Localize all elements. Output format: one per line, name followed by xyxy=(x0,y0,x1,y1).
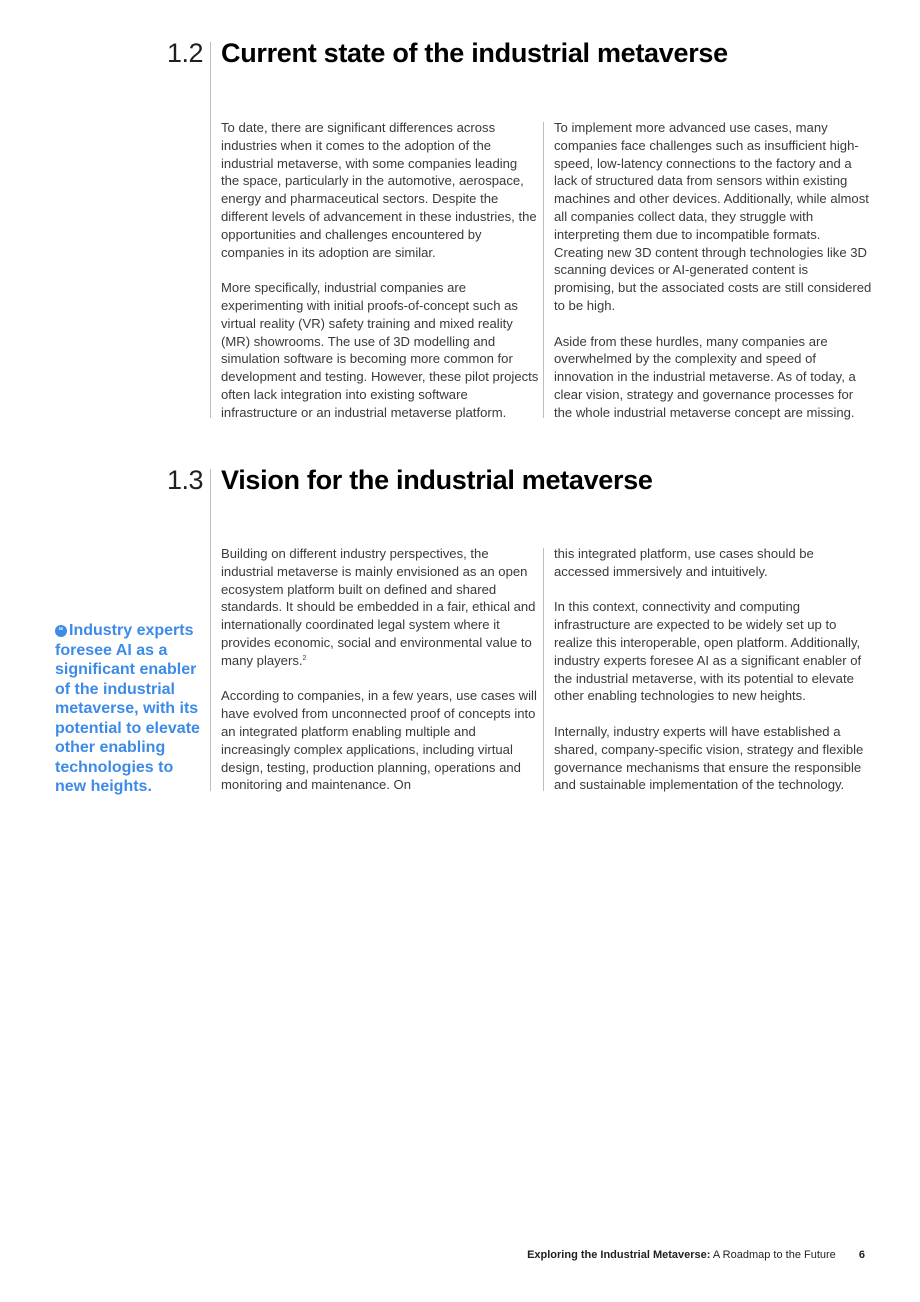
paragraph: To date, there are significant differences across industries when it comes to the adoption of the industrial metaverse, with some companies leading the space, particularly in the automotive, aerospace, energy and pharmaceutical sectors. Despite the different levels of advancement in these industries, the opportunities and challenges encountered by companies in its adoption are similar. xyxy=(221,120,537,260)
paragraph: Aside from these hurdles, many companies are overwhelmed by the complexity and speed of innovation in the industrial metaverse. As of today, a clear vision, strategy and governance processes for the whole industrial metaverse concept are missing. xyxy=(554,333,856,420)
paragraph: More specifically, industrial companies are experimenting with initial proofs-of-concept such as virtual reality (VR) safety training and mixed reality (MR) showrooms. The use of 3D modelling and simulation software is becoming more common for development and testing. However, these pilot projects often lack integration into existing software infrastructure or an industrial metaverse platform. xyxy=(221,280,539,420)
section-1-2-divider xyxy=(210,42,211,418)
paragraph: Internally, industry experts will have established a shared, company-specific vision, strategy and flexible governance mechanisms that ensure the responsible and sustainable implementation of the technology. xyxy=(554,723,864,793)
footnote-ref: 2 xyxy=(302,654,307,662)
page-number: 6 xyxy=(858,1249,865,1261)
pullquote xyxy=(55,621,201,797)
quote-icon: “ xyxy=(55,625,67,637)
section-1-2-column-divider xyxy=(543,122,544,418)
footer-report-subtitle: A Roadmap to the Future xyxy=(712,1249,836,1261)
section-1-3-column-divider xyxy=(543,548,544,791)
section-1-2-number: 1.2 xyxy=(166,38,203,68)
pullquote-text: Industry experts foresee AI as a significant enabler of the industrial metaverse, with its potential to elevate other enabling technologies to new heights. xyxy=(55,622,200,795)
footer-report-title: Exploring the Industrial Metaverse: xyxy=(527,1249,711,1261)
section-1-3-left-column xyxy=(221,545,539,794)
section-1-2-title: Current state of the industrial metaverse xyxy=(221,38,728,68)
section-1-3-divider xyxy=(210,469,211,791)
footer xyxy=(527,1249,865,1261)
section-1-3-number: 1.3 xyxy=(166,465,203,495)
section-1-3-right-column xyxy=(554,545,872,794)
paragraph: this integrated platform, use cases should be accessed immersively and intuitively. xyxy=(554,546,814,579)
section-1-2-left-column xyxy=(221,119,539,422)
paragraph: According to companies, in a few years, use cases will have evolved from unconnected proof of concepts into an integrated platform enabling multiple and increasingly complex applications, including virtual design, testing, production planning, operations and monitoring and maintenance. On xyxy=(221,688,537,793)
paragraph: To implement more advanced use cases, many companies face challenges such as insufficient high-speed, low-latency connections to the factory and a lack of structured data from sensors within existing machines and other devices. Additionally, while almost all companies collect data, they struggle with interpreting them due to incompatible formats. Creating new 3D content through technologies like 3D scanning devices or AI-generated content is promising, but the associated costs are still considered to be high. xyxy=(554,120,872,313)
section-1-2-right-column xyxy=(554,119,872,422)
section-1-3-title: Vision for the industrial metaverse xyxy=(221,465,653,495)
paragraph: In this context, connectivity and computing infrastructure are expected to be widely set up to realize this interoperable, open platform. Additionally, industry experts foresee AI as a significant enabler of the industrial metaverse, with its potential to elevate other enabling technologies to new heights. xyxy=(554,599,862,704)
paragraph: Building on different industry perspectives, the industrial metaverse is mainly envisioned as an open ecosystem platform built on defined and shared standards. It should be embedded in a fair, ethical and internationally coordinated legal system where it provides economic, social and environmental value to many players.$^2$ xyxy=(221,546,536,668)
